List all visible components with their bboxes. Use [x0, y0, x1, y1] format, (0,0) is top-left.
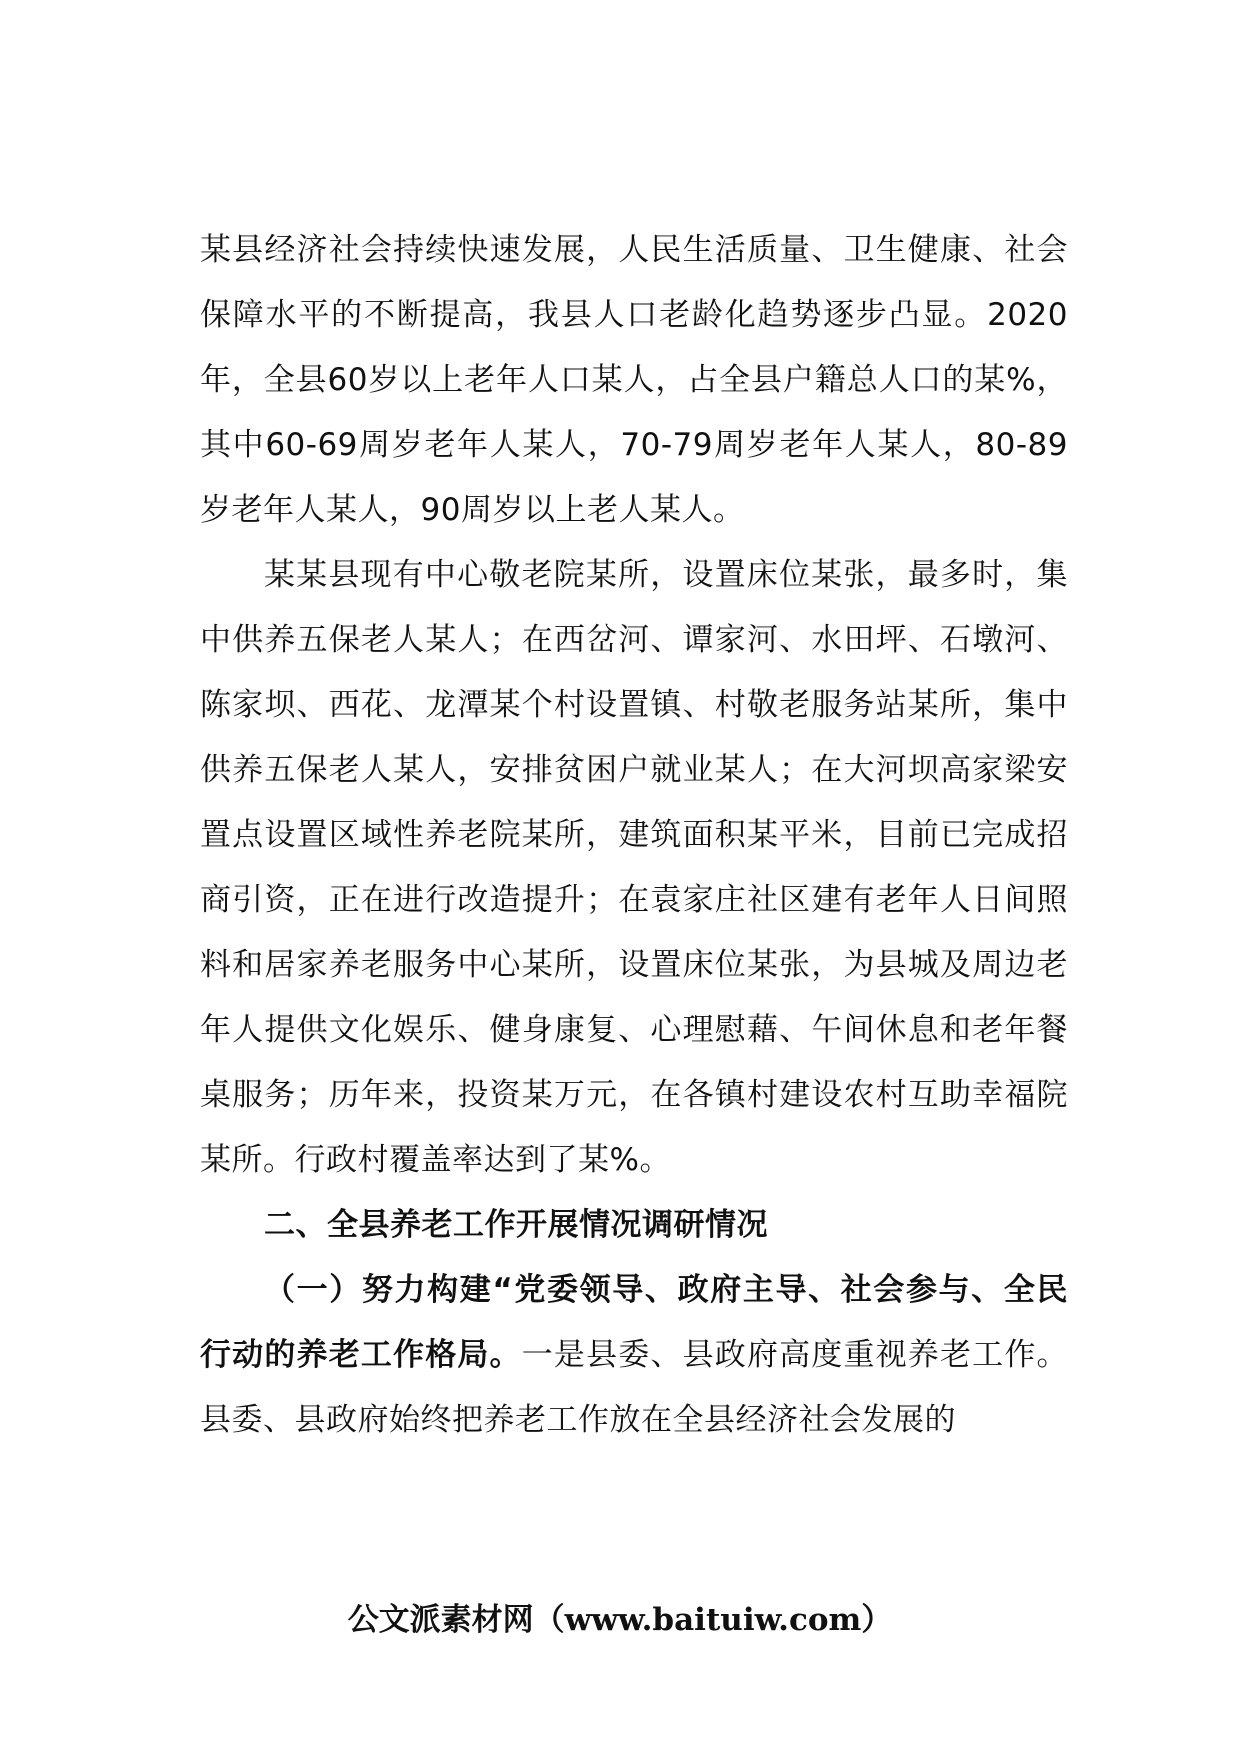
paragraph-population: 某县经济社会持续快速发展，人民生活质量、卫生健康、社会保障水平的不断提高，我县人口老龄化趋势逐步凸显。2020年，全县60岁以上老年人口某人，占全县户籍总人口的某%，其中60-69周岁老年人某人，70-79周岁老年人某人，80-89岁老年人某人，90周岁以上老人某人。 [200, 232, 1068, 528]
paragraph-subsection [200, 1258, 1068, 1453]
section-heading: 二、全县养老工作开展情况调研情况 [264, 1207, 768, 1243]
document-body [200, 218, 1068, 1453]
paragraph-facilities: 某某县现有中心敬老院某所，设置床位某张，最多时，集中供养五保老人某人；在西岔河、谭家河、水田坪、石墩河、陈家坝、西花、龙潭某个村设置镇、村敬老服务站某所，集中供养五保老人某人，安排贫困户就业某人；在大河坝高家梁安置点设置区域性养老院某所，建筑面积某平米，目前已完成招商引资，正在进行改造提升；在袁家庄社区建有老年人日间照料和居家养老服务中心某所，设置床位某张，为县城及周边老年人提供文化娱乐、健身康复、心理慰藉、午间休息和老年餐桌服务；历年来，投资某万元，在各镇村建设农村互助幸福院某所。行政村覆盖率达到了某%。 [200, 557, 1068, 1178]
footer-source: 公文派素材网（www.baituiw.com） [347, 1602, 893, 1638]
subsection-text: 一是县委、县政府高度重视养老工作。县委、县政府始终把养老工作放在全县经济社会发展的 [200, 1337, 1069, 1438]
subsection-heading: （一）努力构建“党委领导、政府主导、社会参与、全民行动的养老工作格局。 [200, 1272, 1068, 1373]
